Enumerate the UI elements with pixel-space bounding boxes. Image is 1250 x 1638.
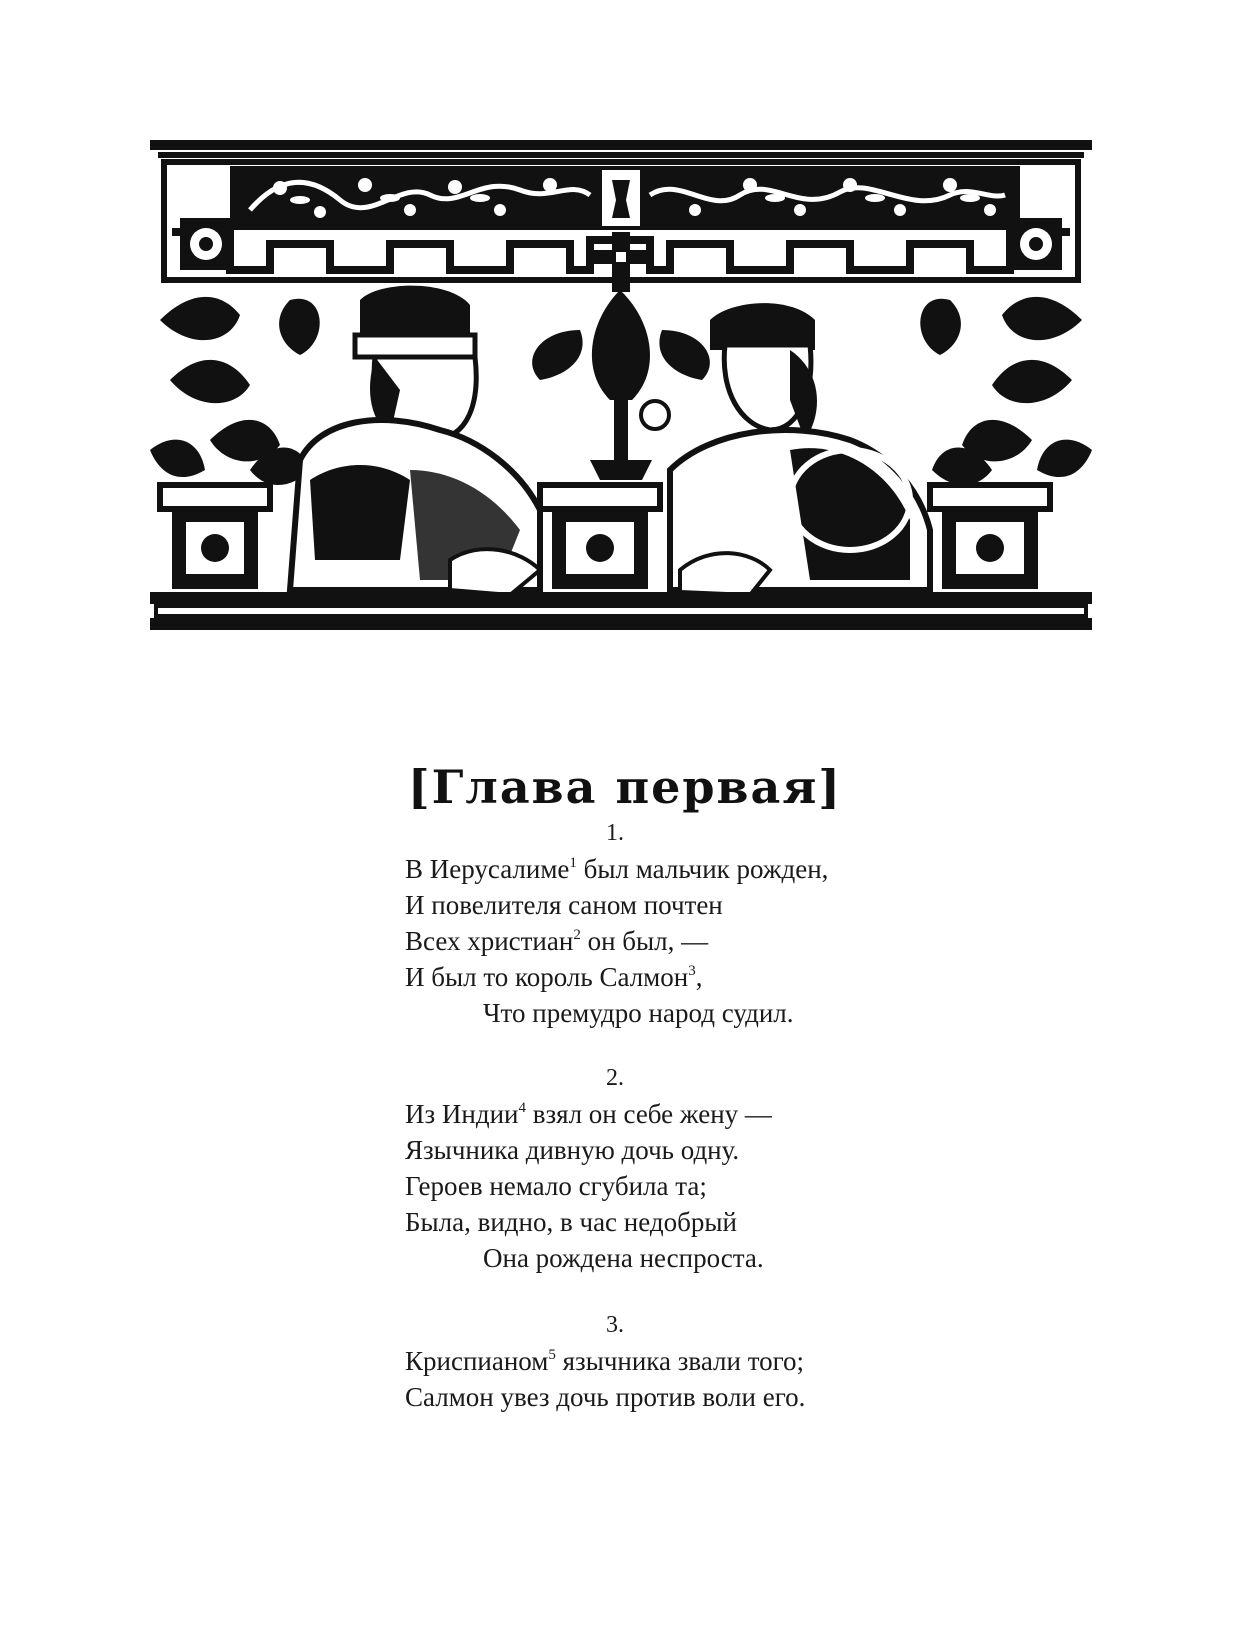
verse-line: И был то король Салмон$^3$, (405, 962, 703, 992)
verse-line: Язычника дивную дочь одну. (405, 1135, 740, 1165)
stanza-1 (405, 820, 965, 1031)
stanza-3 (405, 1312, 965, 1415)
verse-line: Героев немало сгубила та; (405, 1171, 707, 1201)
footnote-marker[interactable]: 5 (548, 1347, 556, 1363)
verse-line: Всех христиан$^2$ он был, — (405, 926, 709, 956)
woodcut-engraving-icon (150, 140, 1092, 660)
verse-line: Из Индии$^4$ взял он себе жену — (405, 1099, 772, 1129)
footnote-marker[interactable]: 3 (688, 963, 696, 979)
verse-line: Она рождена неспроста. (483, 1243, 764, 1273)
verse-line: Салмон увез дочь против воли его. (405, 1382, 806, 1412)
verse-line: Была, видно, в час недобрый (405, 1207, 737, 1237)
verse-line: И повелителя саном почтен (405, 890, 723, 920)
stanza-number: 1. (606, 820, 624, 846)
verse-line: Что премудро народ судил. (483, 998, 794, 1028)
stanza-2 (405, 1065, 965, 1276)
footnote-marker[interactable]: 4 (518, 1100, 526, 1116)
verse-line: В Иерусалиме$^1$ был мальчик рожден, (405, 854, 829, 884)
stanza-number: 2. (606, 1065, 624, 1091)
footnote-marker[interactable]: 1 (569, 855, 577, 871)
verse-line: Криспианом$^5$ язычника звали того; (405, 1346, 805, 1376)
stanza-number: 3. (606, 1312, 624, 1338)
chapter-title: [Глава первая] (407, 760, 843, 814)
footnote-marker[interactable]: 2 (573, 927, 581, 943)
